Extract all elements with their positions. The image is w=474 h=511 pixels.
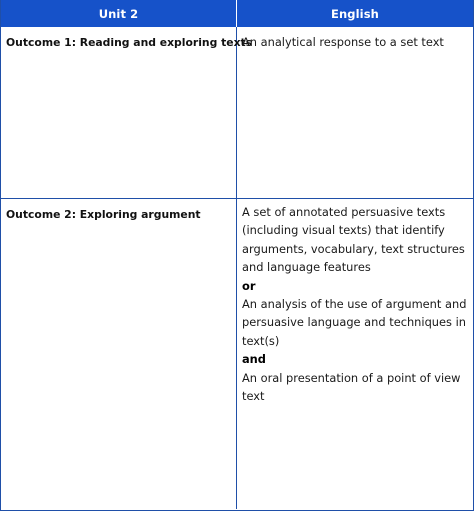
outcome-2-cell: [1, 199, 237, 509]
table-row-outcome-1: [1, 27, 473, 199]
table-header-row: [1, 0, 473, 27]
outcome-1-response: [242, 33, 467, 51]
response-line: arguments, vocabulary, text structures: [242, 241, 465, 256]
response-line: persuasive language and techniques in: [242, 315, 466, 330]
response-line: An analytical response to a set text: [242, 35, 444, 49]
response-line: A set of annotated persuasive texts: [242, 205, 446, 219]
outcome-2-response: [242, 203, 467, 405]
outcome-1-response-cell: [237, 27, 473, 198]
connector-or: or: [242, 278, 256, 293]
response-line: An analysis of the use of argument and: [242, 297, 467, 312]
connector-and: and: [242, 352, 266, 367]
outcome-1-cell: [1, 27, 253, 198]
outcome-2-response-cell: [237, 199, 473, 509]
response-line: (including visual texts) that identify: [242, 223, 445, 238]
response-line: text: [242, 389, 265, 404]
table-row-outcome-2: [1, 199, 473, 509]
header-unit: Unit 2: [1, 0, 237, 27]
response-line: An oral presentation of a point of view: [242, 370, 461, 385]
response-line: text(s): [242, 333, 280, 348]
header-english: English: [331, 6, 379, 21]
response-line: and language features: [242, 260, 371, 275]
outcome-1-label: Outcome 1: Reading and exploring texts: [6, 36, 253, 49]
outcome-2-label: Outcome 2: Exploring argument: [6, 208, 201, 221]
